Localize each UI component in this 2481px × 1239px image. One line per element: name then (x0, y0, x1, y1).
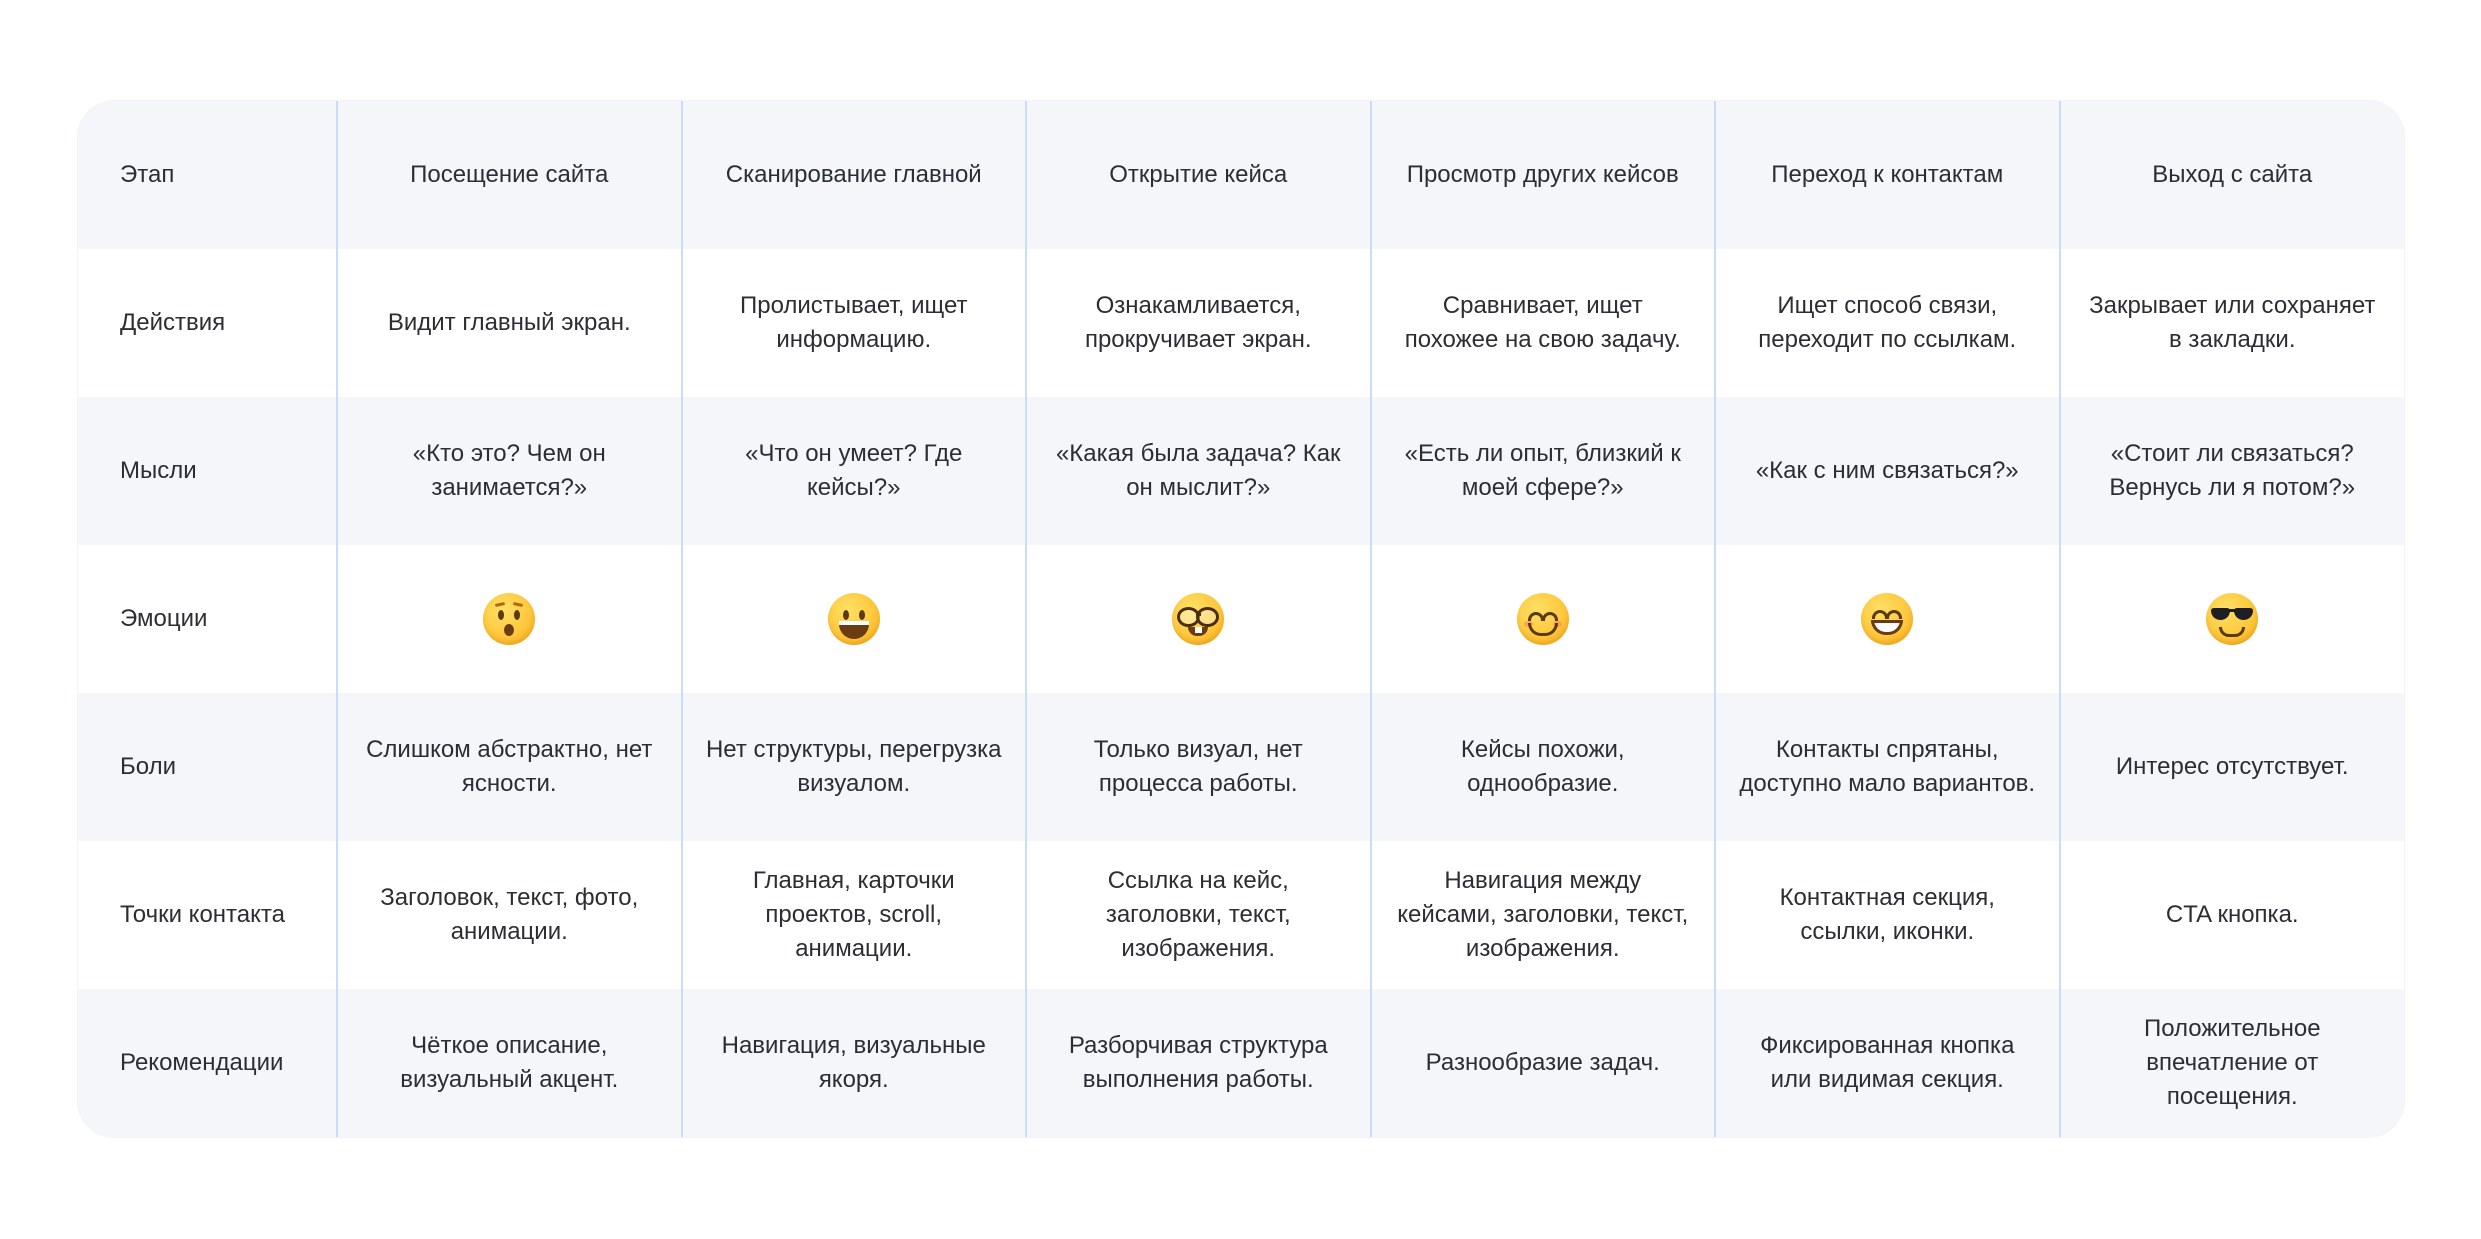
cell-actions-2: Пролистывает, ищет информацию. (682, 249, 1027, 397)
row-thoughts (78, 397, 2404, 545)
cell-emotions-2 (682, 545, 1027, 693)
cell-pains-1: Слишком абстрактно, нет ясности. (337, 693, 682, 841)
cell-pains-2: Нет структуры, перегрузка визуалом. (682, 693, 1027, 841)
cell-thoughts-4: «Есть ли опыт, близкий к моей сфере?» (1371, 397, 1716, 545)
cell-thoughts-2: «Что он умеет? Где кейсы?» (682, 397, 1027, 545)
row-label-emotions: Эмоции (78, 545, 337, 693)
row-emotions (78, 545, 2404, 693)
row-pains (78, 693, 2404, 841)
row-label-thoughts: Мысли (78, 397, 337, 545)
cell-recommendations-3: Разборчивая структура выполнения работы. (1026, 989, 1371, 1137)
cell-recommendations-5: Фиксированная кнопка или видимая секция. (1715, 989, 2060, 1137)
cell-touchpoints-3: Ссылка на кейс, заголовки, текст, изображения. (1026, 841, 1371, 989)
cell-emotions-4 (1371, 545, 1716, 693)
customer-journey-map (78, 101, 2404, 1137)
row-actions (78, 249, 2404, 397)
grinning-face-icon (828, 593, 880, 645)
cell-actions-5: Ищет способ связи, переходит по ссылкам. (1715, 249, 2060, 397)
stage-go-to-contacts: Переход к контактам (1715, 101, 2060, 249)
sunglasses-face-icon (2206, 593, 2258, 645)
row-touchpoints (78, 841, 2404, 989)
row-recommendations (78, 989, 2404, 1137)
row-label-recommendations: Рекомендации (78, 989, 337, 1137)
cell-touchpoints-1: Заголовок, текст, фото, анимации. (337, 841, 682, 989)
cell-touchpoints-6: CTA кнопка. (2060, 841, 2405, 989)
cell-touchpoints-4: Навигация между кейсами, заголовки, текст, изображения. (1371, 841, 1716, 989)
stage-scan-main: Сканирование главной (682, 101, 1027, 249)
cell-emotions-6 (2060, 545, 2405, 693)
smiling-face-icon (1517, 593, 1569, 645)
cell-pains-6: Интерес отсутствует. (2060, 693, 2405, 841)
row-label-stage: Этап (78, 101, 337, 249)
beaming-face-icon (1861, 593, 1913, 645)
cell-pains-4: Кейсы похожи, однообразие. (1371, 693, 1716, 841)
journey-table (78, 101, 2404, 1137)
cell-recommendations-4: Разнообразие задач. (1371, 989, 1716, 1137)
row-label-actions: Действия (78, 249, 337, 397)
cell-actions-1: Видит главный экран. (337, 249, 682, 397)
hushed-face-icon (483, 593, 535, 645)
stage-open-case: Открытие кейса (1026, 101, 1371, 249)
cell-emotions-5 (1715, 545, 2060, 693)
cell-emotions-1 (337, 545, 682, 693)
cell-actions-3: Ознакамливается, прокручивает экран. (1026, 249, 1371, 397)
row-label-pains: Боли (78, 693, 337, 841)
nerd-face-icon (1172, 593, 1224, 645)
stage-view-other-cases: Просмотр других кейсов (1371, 101, 1716, 249)
cell-recommendations-1: Чёткое описание, визуальный акцент. (337, 989, 682, 1137)
row-stages (78, 101, 2404, 249)
cell-pains-5: Контакты спрятаны, доступно мало вариантов. (1715, 693, 2060, 841)
cell-recommendations-2: Навигация, визуальные якоря. (682, 989, 1027, 1137)
cell-pains-3: Только визуал, нет процесса работы. (1026, 693, 1371, 841)
cell-thoughts-3: «Какая была задача? Как он мыслит?» (1026, 397, 1371, 545)
cell-touchpoints-2: Главная, карточки проектов, scroll, анимации. (682, 841, 1027, 989)
row-label-touchpoints: Точки контакта (78, 841, 337, 989)
cell-thoughts-5: «Как с ним связаться?» (1715, 397, 2060, 545)
cell-emotions-3 (1026, 545, 1371, 693)
cell-thoughts-6: «Стоит ли связаться? Вернусь ли я потом?» (2060, 397, 2405, 545)
cell-thoughts-1: «Кто это? Чем он занимается?» (337, 397, 682, 545)
cell-actions-6: Закрывает или сохраняет в закладки. (2060, 249, 2405, 397)
cell-recommendations-6: Положительное впечатление от посещения. (2060, 989, 2405, 1137)
stage-exit-site: Выход с сайта (2060, 101, 2405, 249)
stage-visit-site: Посещение сайта (337, 101, 682, 249)
cell-touchpoints-5: Контактная секция, ссылки, иконки. (1715, 841, 2060, 989)
cell-actions-4: Сравнивает, ищет похожее на свою задачу. (1371, 249, 1716, 397)
